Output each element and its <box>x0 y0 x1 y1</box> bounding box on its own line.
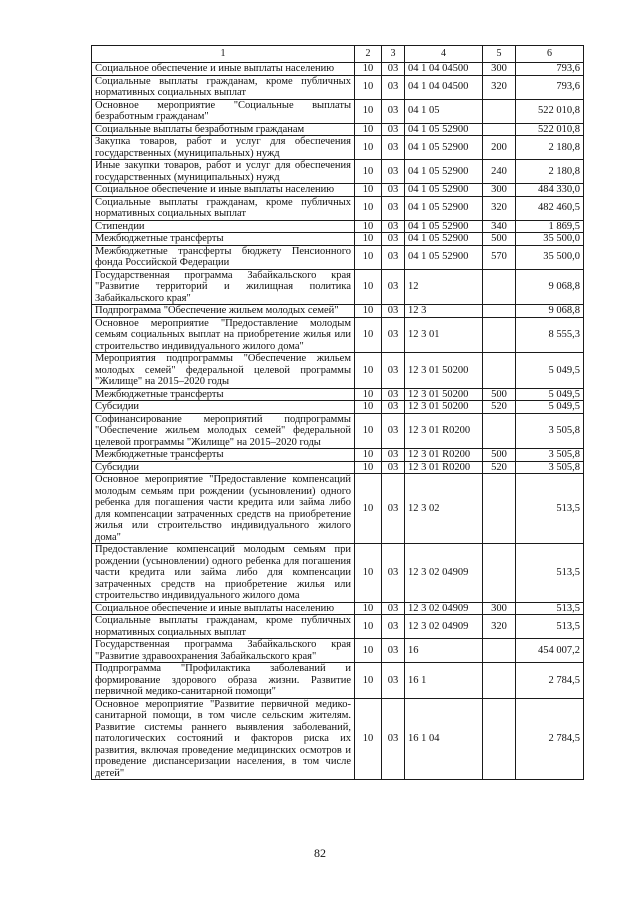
row-subsection: 03 <box>382 461 405 474</box>
row-section: 10 <box>355 639 382 663</box>
table-row <box>92 99 584 123</box>
row-name: Основное мероприятие "Развитие первичной медико-санитарной помощи, в том числе сельским жителям. Развитие системы раннего выявления заболеваний, патологических состояний и факторов риска их развития, включая проведение медицинских осмотров и проведение диспансеризации населения, в том числе детей" <box>92 698 355 780</box>
row-expense-type: 500 <box>483 388 516 401</box>
row-name: Социальные выплаты гражданам, кроме публичных нормативных социальных выплат <box>92 615 355 639</box>
row-name: Основное мероприятие "Предоставление молодым семьям социальных выплат на приобретение жилья или строительство индивидуального жилого дома" <box>92 317 355 353</box>
row-expense-type <box>483 639 516 663</box>
column-header: 6 <box>516 46 584 63</box>
row-section: 10 <box>355 305 382 318</box>
table-row <box>92 639 584 663</box>
row-target-code: 12 3 01 R0200 <box>405 413 483 449</box>
row-target-code: 04 1 05 52900 <box>405 196 483 220</box>
row-expense-type <box>483 663 516 699</box>
table-row <box>92 136 584 160</box>
row-target-code: 12 3 01 50200 <box>405 353 483 389</box>
row-amount: 484 330,0 <box>516 184 584 197</box>
row-expense-type: 300 <box>483 63 516 76</box>
row-subsection: 03 <box>382 401 405 414</box>
row-expense-type: 300 <box>483 602 516 615</box>
row-section: 10 <box>355 233 382 246</box>
row-section: 10 <box>355 461 382 474</box>
row-target-code: 12 3 02 <box>405 474 483 544</box>
row-amount: 35 500,0 <box>516 245 584 269</box>
column-header: 2 <box>355 46 382 63</box>
row-subsection: 03 <box>382 245 405 269</box>
row-name: Государственная программа Забайкальского края "Развитие территорий и жилищная политика Забайкальского края" <box>92 269 355 305</box>
row-subsection: 03 <box>382 160 405 184</box>
row-expense-type <box>483 269 516 305</box>
row-section: 10 <box>355 184 382 197</box>
row-target-code: 12 3 02 04909 <box>405 544 483 603</box>
row-target-code: 12 <box>405 269 483 305</box>
row-section: 10 <box>355 388 382 401</box>
row-section: 10 <box>355 160 382 184</box>
row-section: 10 <box>355 196 382 220</box>
table-row <box>92 233 584 246</box>
row-section: 10 <box>355 63 382 76</box>
row-target-code: 12 3 01 50200 <box>405 401 483 414</box>
row-name: Закупка товаров, работ и услуг для обеспечения государственных (муниципальных) нужд <box>92 136 355 160</box>
row-target-code: 12 3 01 50200 <box>405 388 483 401</box>
budget-table <box>91 45 584 780</box>
table-row <box>92 160 584 184</box>
row-name: Социальное обеспечение и иные выплаты населению <box>92 63 355 76</box>
row-amount: 522 010,8 <box>516 99 584 123</box>
row-expense-type: 340 <box>483 220 516 233</box>
table-row <box>92 461 584 474</box>
row-subsection: 03 <box>382 449 405 462</box>
row-amount: 513,5 <box>516 615 584 639</box>
row-name: Основное мероприятие "Социальные выплаты безработным гражданам" <box>92 99 355 123</box>
row-expense-type: 500 <box>483 233 516 246</box>
row-target-code: 04 1 04 04500 <box>405 75 483 99</box>
table-row <box>92 63 584 76</box>
row-amount: 513,5 <box>516 544 584 603</box>
row-section: 10 <box>355 544 382 603</box>
row-expense-type: 320 <box>483 196 516 220</box>
row-target-code: 16 1 04 <box>405 698 483 780</box>
row-expense-type <box>483 474 516 544</box>
row-section: 10 <box>355 449 382 462</box>
row-amount: 2 784,5 <box>516 698 584 780</box>
row-name: Основное мероприятие "Предоставление компенсаций молодым семьям при рождении (усыновлении) одного ребенка для погашения части кредита или займа либо для компенсации затраченных средств на приобретение жилья или строительство индивидуального жилого дома" <box>92 474 355 544</box>
row-section: 10 <box>355 698 382 780</box>
row-expense-type: 240 <box>483 160 516 184</box>
row-amount: 5 049,5 <box>516 388 584 401</box>
row-subsection: 03 <box>382 317 405 353</box>
row-name: Стипендии <box>92 220 355 233</box>
row-target-code: 16 1 <box>405 663 483 699</box>
row-expense-type <box>483 544 516 603</box>
table-row <box>92 317 584 353</box>
row-target-code: 12 3 <box>405 305 483 318</box>
row-amount: 482 460,5 <box>516 196 584 220</box>
row-amount: 3 505,8 <box>516 461 584 474</box>
row-name: Социальное обеспечение и иные выплаты населению <box>92 184 355 197</box>
row-name: Межбюджетные трансферты <box>92 449 355 462</box>
table-row <box>92 474 584 544</box>
row-name: Межбюджетные трансферты бюджету Пенсионного фонда Российской Федерации <box>92 245 355 269</box>
row-expense-type: 570 <box>483 245 516 269</box>
row-target-code: 04 1 05 52900 <box>405 220 483 233</box>
row-subsection: 03 <box>382 233 405 246</box>
table-row <box>92 305 584 318</box>
row-amount: 2 180,8 <box>516 136 584 160</box>
row-target-code: 12 3 01 <box>405 317 483 353</box>
row-target-code: 12 3 01 R0200 <box>405 461 483 474</box>
row-amount: 454 007,2 <box>516 639 584 663</box>
row-expense-type: 300 <box>483 184 516 197</box>
row-section: 10 <box>355 353 382 389</box>
row-target-code: 04 1 05 52900 <box>405 245 483 269</box>
table-row <box>92 663 584 699</box>
row-section: 10 <box>355 615 382 639</box>
table-header-row <box>92 46 584 63</box>
row-target-code: 04 1 05 52900 <box>405 184 483 197</box>
row-target-code: 04 1 05 52900 <box>405 136 483 160</box>
row-expense-type <box>483 698 516 780</box>
row-amount: 793,6 <box>516 75 584 99</box>
row-amount: 9 068,8 <box>516 305 584 318</box>
row-amount: 522 010,8 <box>516 123 584 136</box>
table-row <box>92 269 584 305</box>
row-subsection: 03 <box>382 698 405 780</box>
table-row <box>92 449 584 462</box>
row-subsection: 03 <box>382 474 405 544</box>
table-row <box>92 413 584 449</box>
row-target-code: 04 1 05 52900 <box>405 233 483 246</box>
row-section: 10 <box>355 123 382 136</box>
table-row <box>92 353 584 389</box>
row-subsection: 03 <box>382 136 405 160</box>
row-subsection: 03 <box>382 388 405 401</box>
column-header: 3 <box>382 46 405 63</box>
row-name: Субсидии <box>92 461 355 474</box>
row-section: 10 <box>355 663 382 699</box>
row-target-code: 12 3 01 R0200 <box>405 449 483 462</box>
row-name: Иные закупки товаров, работ и услуг для обеспечения государственных (муниципальных) нужд <box>92 160 355 184</box>
row-target-code: 12 3 02 04909 <box>405 602 483 615</box>
row-section: 10 <box>355 401 382 414</box>
row-section: 10 <box>355 99 382 123</box>
table-row <box>92 401 584 414</box>
row-section: 10 <box>355 474 382 544</box>
table-row <box>92 602 584 615</box>
row-name: Межбюджетные трансферты <box>92 233 355 246</box>
row-subsection: 03 <box>382 615 405 639</box>
table-row <box>92 615 584 639</box>
row-subsection: 03 <box>382 639 405 663</box>
table-row <box>92 220 584 233</box>
row-subsection: 03 <box>382 63 405 76</box>
page-number: 82 <box>314 846 326 860</box>
table-row <box>92 698 584 780</box>
row-amount: 513,5 <box>516 602 584 615</box>
row-amount: 3 505,8 <box>516 449 584 462</box>
table-row <box>92 123 584 136</box>
row-subsection: 03 <box>382 305 405 318</box>
row-amount: 2 784,5 <box>516 663 584 699</box>
row-section: 10 <box>355 75 382 99</box>
row-subsection: 03 <box>382 123 405 136</box>
row-expense-type <box>483 305 516 318</box>
row-subsection: 03 <box>382 602 405 615</box>
row-subsection: 03 <box>382 269 405 305</box>
row-name: Социальные выплаты гражданам, кроме публичных нормативных социальных выплат <box>92 75 355 99</box>
row-section: 10 <box>355 413 382 449</box>
row-name: Социальные выплаты гражданам, кроме публичных нормативных социальных выплат <box>92 196 355 220</box>
row-target-code: 04 1 05 <box>405 99 483 123</box>
row-target-code: 04 1 05 52900 <box>405 160 483 184</box>
table-body <box>92 63 584 780</box>
row-name: Подпрограмма "Профилактика заболеваний и формирование здорового образа жизни. Развитие первичной медико-санитарной помощи" <box>92 663 355 699</box>
row-expense-type: 320 <box>483 75 516 99</box>
row-subsection: 03 <box>382 544 405 603</box>
column-header: 5 <box>483 46 516 63</box>
row-target-code: 04 1 05 52900 <box>405 123 483 136</box>
row-expense-type: 200 <box>483 136 516 160</box>
row-name: Субсидии <box>92 401 355 414</box>
row-expense-type <box>483 123 516 136</box>
row-amount: 9 068,8 <box>516 269 584 305</box>
row-subsection: 03 <box>382 75 405 99</box>
row-amount: 3 505,8 <box>516 413 584 449</box>
table-row <box>92 196 584 220</box>
row-section: 10 <box>355 269 382 305</box>
table-row <box>92 544 584 603</box>
table-row <box>92 184 584 197</box>
row-subsection: 03 <box>382 413 405 449</box>
row-name: Мероприятия подпрограммы "Обеспечение жильем молодых семей" федеральной целевой программы "Жилище" на 2015–2020 годы <box>92 353 355 389</box>
row-target-code: 12 3 02 04909 <box>405 615 483 639</box>
row-subsection: 03 <box>382 99 405 123</box>
row-expense-type <box>483 317 516 353</box>
row-amount: 8 555,3 <box>516 317 584 353</box>
row-amount: 793,6 <box>516 63 584 76</box>
row-expense-type <box>483 353 516 389</box>
row-section: 10 <box>355 136 382 160</box>
row-expense-type: 320 <box>483 615 516 639</box>
row-expense-type: 500 <box>483 449 516 462</box>
row-target-code: 04 1 04 04500 <box>405 63 483 76</box>
column-header: 1 <box>92 46 355 63</box>
row-amount: 1 869,5 <box>516 220 584 233</box>
row-amount: 35 500,0 <box>516 233 584 246</box>
row-name: Софинансирование мероприятий подпрограммы "Обеспечение жильем молодых семей" федеральной целевой программы "Жилище" на 2015–2020 годы <box>92 413 355 449</box>
row-name: Межбюджетные трансферты <box>92 388 355 401</box>
row-expense-type <box>483 413 516 449</box>
row-subsection: 03 <box>382 353 405 389</box>
row-expense-type: 520 <box>483 461 516 474</box>
row-subsection: 03 <box>382 220 405 233</box>
row-expense-type: 520 <box>483 401 516 414</box>
row-expense-type <box>483 99 516 123</box>
column-header: 4 <box>405 46 483 63</box>
row-amount: 513,5 <box>516 474 584 544</box>
row-section: 10 <box>355 317 382 353</box>
row-section: 10 <box>355 602 382 615</box>
row-name: Социальное обеспечение и иные выплаты населению <box>92 602 355 615</box>
table-row <box>92 388 584 401</box>
row-target-code: 16 <box>405 639 483 663</box>
row-subsection: 03 <box>382 184 405 197</box>
row-name: Социальные выплаты безработным гражданам <box>92 123 355 136</box>
row-amount: 5 049,5 <box>516 401 584 414</box>
row-subsection: 03 <box>382 196 405 220</box>
row-amount: 2 180,8 <box>516 160 584 184</box>
row-section: 10 <box>355 220 382 233</box>
table-row <box>92 75 584 99</box>
row-name: Государственная программа Забайкальского края "Развитие здравоохранения Забайкальского края" <box>92 639 355 663</box>
table-row <box>92 245 584 269</box>
row-subsection: 03 <box>382 663 405 699</box>
row-name: Предоставление компенсаций молодым семьям при рождении (усыновлении) одного ребенка для погашения части кредита или займа либо для компенсации затраченных средств на приобретение жилья или строительство индивидуального жилого дома <box>92 544 355 603</box>
row-section: 10 <box>355 245 382 269</box>
row-amount: 5 049,5 <box>516 353 584 389</box>
row-name: Подпрограмма "Обеспечение жильем молодых семей" <box>92 305 355 318</box>
